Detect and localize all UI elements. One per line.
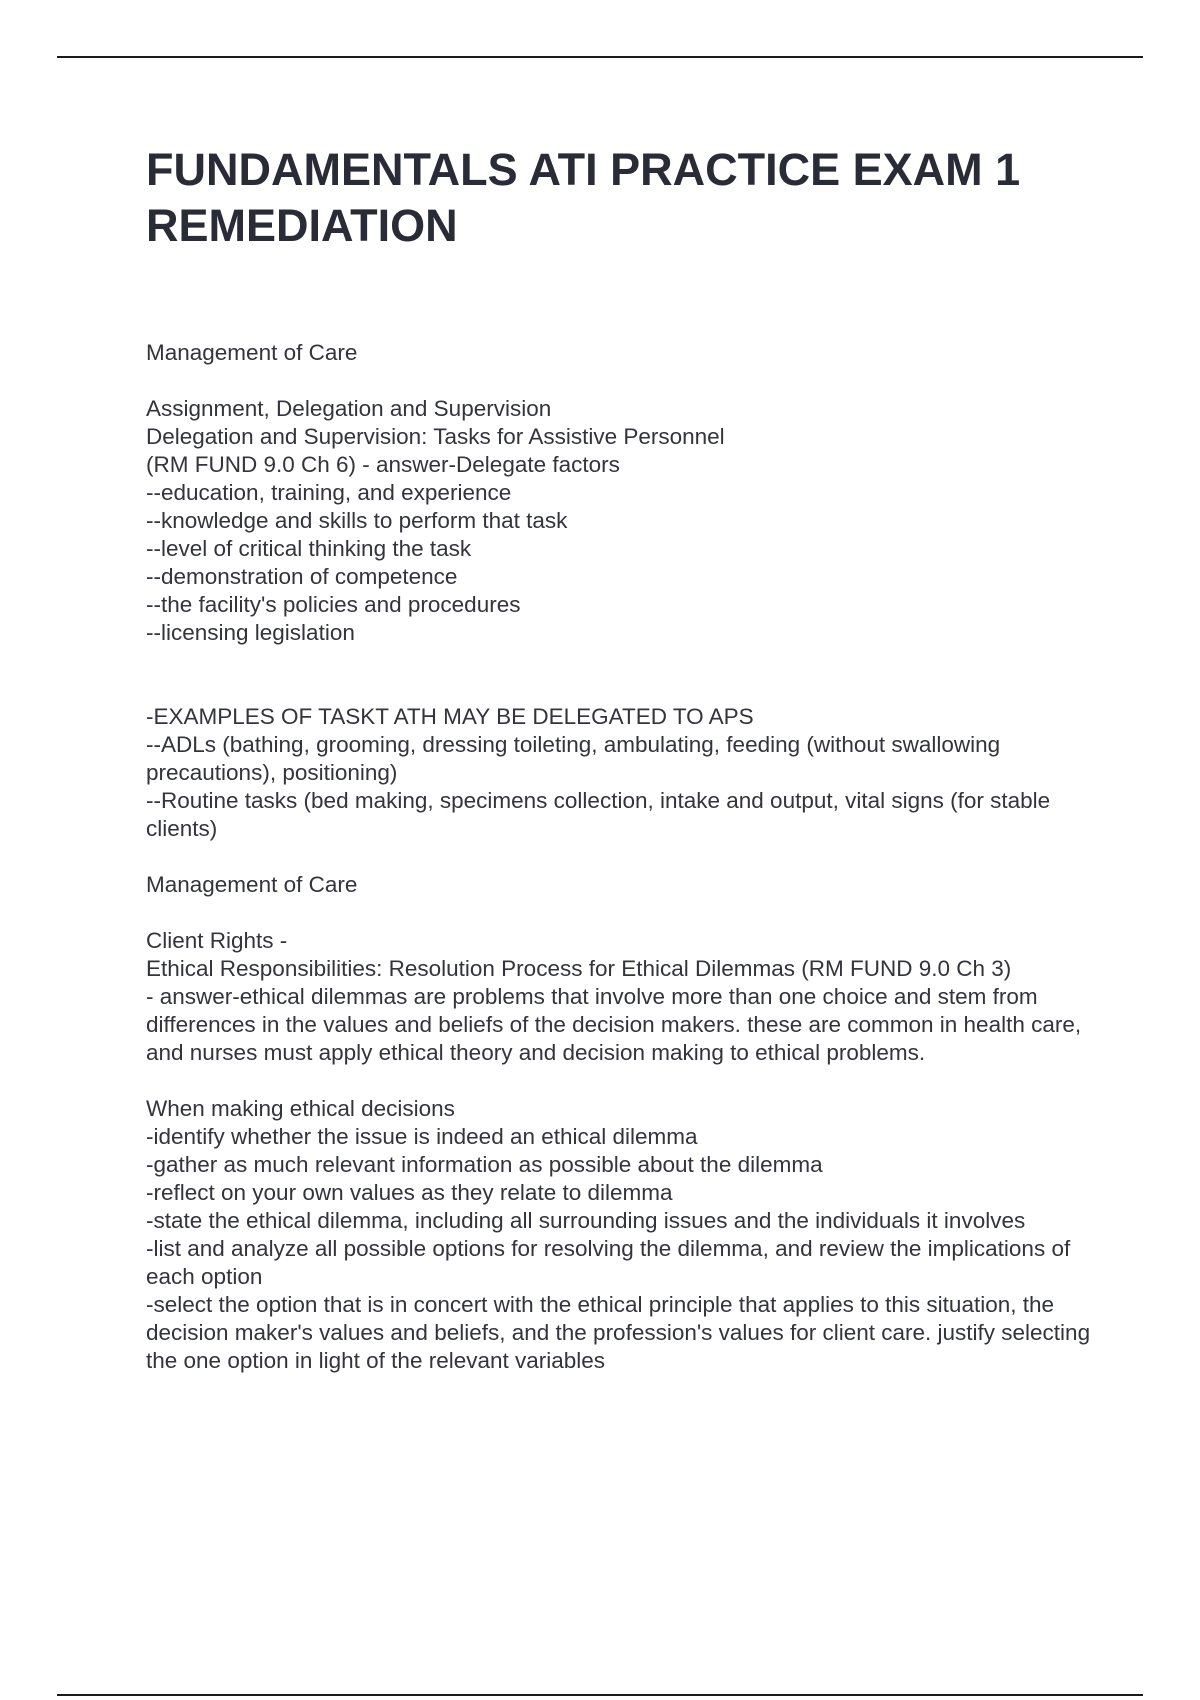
title-line-2: REMEDIATION	[146, 200, 458, 251]
section-heading: Management of Care	[146, 872, 358, 897]
document-body	[146, 339, 1096, 1375]
top-rule	[57, 56, 1143, 58]
list-item: -reflect on your own values as they relate to dilemma	[146, 1180, 673, 1205]
list-item: -state the ethical dilemma, including all surrounding issues and the individuals it involves	[146, 1208, 1026, 1233]
decisions-heading: When making ethical decisions	[146, 1096, 455, 1121]
title-line-1: FUNDAMENTALS ATI PRACTICE EXAM 1	[146, 144, 1021, 195]
list-item: --education, training, and experience	[146, 480, 512, 505]
topic-label: Assignment, Delegation and Supervision	[146, 396, 552, 421]
list-item: -list and analyze all possible options for resolving the dilemma, and review the implications of each option	[146, 1236, 1071, 1289]
list-item: --the facility's policies and procedures	[146, 592, 521, 617]
document-title	[146, 142, 1106, 254]
list-item: --ADLs (bathing, grooming, dressing toileting, ambulating, feeding (without swallowing precautions), positioning)	[146, 732, 1001, 785]
examples-heading: -EXAMPLES OF TASKT ATH MAY BE DELEGATED TO APS	[146, 704, 754, 729]
answer-text: - answer-ethical dilemmas are problems that involve more than one choice and stem from differences in the values and beliefs of the decision makers. these are common in health care, and nurses must apply ethical theory and decision making to ethical problems.	[146, 984, 1082, 1065]
topic-label: Client Rights -	[146, 928, 288, 953]
list-item: -identify whether the issue is indeed an ethical dilemma	[146, 1124, 698, 1149]
list-item: -gather as much relevant information as possible about the dilemma	[146, 1152, 823, 1177]
list-item: --Routine tasks (bed making, specimens collection, intake and output, vital signs (for stable clients)	[146, 788, 1051, 841]
question-text: Ethical Responsibilities: Resolution Process for Ethical Dilemmas (RM FUND 9.0 Ch 3)	[146, 956, 1012, 981]
list-item: --knowledge and skills to perform that task	[146, 508, 568, 533]
list-item: -select the option that is in concert with the ethical principle that applies to this situation, the decision maker's values and beliefs, and the profession's values for client care. justify selecting the one option in light of the relevant variables	[146, 1292, 1091, 1373]
question-text: (RM FUND 9.0 Ch 6) - answer-Delegate factors	[146, 452, 620, 477]
bottom-rule	[57, 1694, 1143, 1696]
list-item: --demonstration of competence	[146, 564, 458, 589]
list-item: --licensing legislation	[146, 620, 355, 645]
section-heading: Management of Care	[146, 340, 358, 365]
question-text: Delegation and Supervision: Tasks for Assistive Personnel	[146, 424, 725, 449]
list-item: --level of critical thinking the task	[146, 536, 472, 561]
